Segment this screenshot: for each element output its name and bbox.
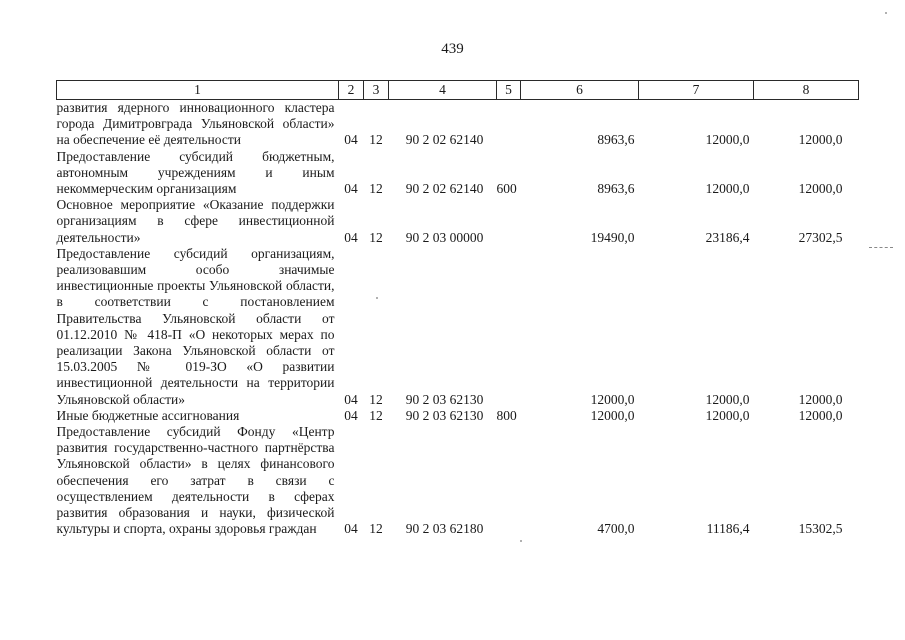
- header-col-7: 7: [639, 81, 754, 100]
- row-target-article: 90 2 03 62180: [405, 521, 484, 537]
- row-amount-col8: 12000,0: [798, 132, 843, 148]
- row-amount-col6: 4700,0: [597, 521, 635, 537]
- row-expense-type: 800: [496, 407, 517, 423]
- row-section: 04: [344, 181, 358, 197]
- header-col-6: 6: [521, 81, 639, 100]
- row-amount-col8: 12000,0: [798, 181, 843, 197]
- row-target-article: 90 2 03 62130: [405, 407, 484, 423]
- row-expense-type: [497, 424, 521, 537]
- header-col-3: 3: [364, 81, 389, 100]
- row-amount-col8: 12000,0: [798, 407, 843, 423]
- row-subsection: 12: [369, 229, 383, 245]
- row-amount-col8: 15302,5: [798, 521, 843, 537]
- header-col-1: 1: [57, 81, 339, 100]
- row-amount-col7: 12000,0: [705, 132, 750, 148]
- row-target-article: 90 2 02 62140: [405, 181, 484, 197]
- table-row: [57, 100, 859, 149]
- row-expense-type: [497, 100, 521, 149]
- row-amount-col6: 12000,0: [590, 407, 635, 423]
- row-subsection: 12: [369, 391, 383, 407]
- row-amount-col6: 19490,0: [590, 229, 635, 245]
- row-target-article: 90 2 02 62140: [405, 132, 484, 148]
- row-subsection: 12: [369, 132, 383, 148]
- row-description: Предоставление субсидий бюджетным, автономным учреждениям и иным некоммерческим организациям: [56, 148, 335, 197]
- row-amount-col8: 12000,0: [798, 391, 843, 407]
- table-row: [57, 424, 859, 537]
- budget-table: [56, 80, 859, 537]
- row-section: 04: [344, 229, 358, 245]
- row-amount-col8: 27302,5: [798, 229, 843, 245]
- row-expense-type: [497, 197, 521, 246]
- table-header-row: [57, 81, 859, 100]
- row-description: Основное мероприятие «Оказание поддержки организациям в сфере инвестиционной деятельности»: [56, 197, 335, 245]
- header-col-5: 5: [497, 81, 521, 100]
- row-description: Предоставление субсидий организациям, реализовавшим особо значимые инвестиционные проекты Ульяновской области, в соответствии с постановлением Правительства Ульяновской области от 01.12.2010 № 418-П «О некоторых мерах по реализации Закона Ульяновской области от 15.03.2005 № 019-ЗО «О развитии инвестиционной деятельности на территории Ульяновской области»: [56, 245, 335, 407]
- scan-artifact-dash: [869, 247, 893, 248]
- table-row: [57, 246, 859, 408]
- row-amount-col7: 12000,0: [705, 391, 750, 407]
- row-expense-type: [497, 246, 521, 408]
- row-description: Иные бюджетные ассигнования: [56, 407, 240, 423]
- scan-artifact-dot: [520, 540, 522, 542]
- row-amount-col7: 11186,4: [706, 521, 750, 537]
- table-row: [57, 197, 859, 246]
- row-amount-col6: 8963,6: [597, 132, 635, 148]
- table-row: [57, 408, 859, 424]
- row-amount-col6: 8963,6: [597, 181, 635, 197]
- row-section: 04: [344, 391, 358, 407]
- row-section: 04: [344, 132, 358, 148]
- row-amount-col6: 12000,0: [590, 391, 635, 407]
- row-amount-col7: 23186,4: [705, 229, 750, 245]
- row-target-article: 90 2 03 62130: [405, 391, 484, 407]
- row-section: 04: [344, 521, 358, 537]
- table-row: [57, 149, 859, 198]
- row-subsection: 12: [369, 521, 383, 537]
- header-col-4: 4: [389, 81, 497, 100]
- row-subsection: 12: [369, 407, 383, 423]
- header-col-8: 8: [754, 81, 859, 100]
- row-amount-col7: 12000,0: [705, 407, 750, 423]
- row-subsection: 12: [369, 181, 383, 197]
- page-number: 439: [441, 41, 464, 57]
- row-amount-col7: 12000,0: [705, 181, 750, 197]
- row-expense-type: 600: [496, 181, 517, 197]
- scan-artifact-dot: [885, 12, 887, 14]
- header-col-2: 2: [339, 81, 364, 100]
- scan-artifact-dot: [376, 297, 378, 299]
- row-description: Предоставление субсидий Фонду «Центр развития государственно-частного партнёрства Ульяновской области» в целях финансового обеспечения его затрат в связи с осуществлением деятельности в сферах развития образования и науки, физической культуры и спорта, охраны здоровья граждан: [56, 424, 335, 537]
- row-target-article: 90 2 03 00000: [405, 229, 484, 245]
- row-description: развития ядерного инновационного кластера города Димитровграда Ульяновской области» на обеспечение её деятельности: [56, 100, 335, 148]
- row-section: 04: [344, 407, 358, 423]
